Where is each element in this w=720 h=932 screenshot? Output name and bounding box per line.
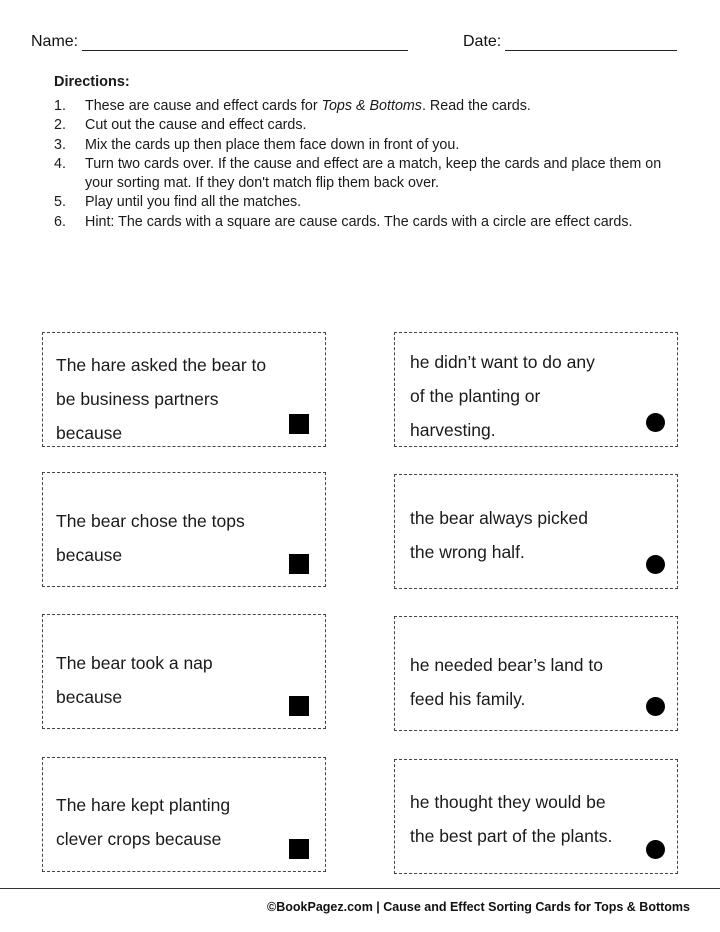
name-label: Name: [31,33,79,50]
circle-icon [646,555,665,574]
card-text [410,345,667,447]
direction-text: Mix the cards up then place them face down in front of you. [85,136,460,153]
direction-item [54,155,674,194]
name-field[interactable] [31,33,408,51]
direction-text-part: . Read the cards. [421,98,531,114]
card-line: he thought they would be [410,792,606,812]
direction-item [54,193,674,212]
square-icon [289,414,309,434]
card-line: he didn’t want to do any [410,352,595,372]
directions [54,74,674,232]
direction-number: 6. [54,213,66,230]
card-text [410,785,667,853]
card-text [56,348,315,450]
footer-credit: ©BookPagez.com | Cause and Effect Sorting Cards for Tops & Bottoms [267,900,690,914]
card-line: be business partners [56,389,219,409]
effect-card[interactable] [394,332,678,447]
cause-card[interactable] [42,757,326,872]
card-line: the wrong half. [410,542,525,562]
card-line: harvesting. [410,420,496,440]
date-label: Date: [463,33,502,50]
effect-card[interactable] [394,616,678,731]
direction-text-part: These are cause and effect cards for [85,98,322,114]
direction-number: 4. [54,155,66,172]
effect-card[interactable] [394,474,678,589]
cause-card[interactable] [42,332,326,447]
date-line[interactable] [505,35,677,51]
direction-text: Hint: The cards with a square are cause cards. The cards with a circle are effect cards. [85,213,633,230]
circle-icon [646,697,665,716]
card-line: The bear chose the tops [56,511,245,531]
card-line: because [56,423,123,443]
direction-item [54,136,674,155]
card-text [56,646,315,714]
card-text [56,504,315,572]
card-line: of the planting or [410,386,541,406]
direction-number: 3. [54,136,66,153]
circle-icon [646,413,665,432]
date-field[interactable] [463,33,677,51]
card-text [56,788,315,856]
directions-heading: Directions: [54,74,130,90]
direction-text: Turn two cards over. If the cause and effect are a match, keep the cards and place them on your sorting mat. If they don't match flip them back over. [85,155,662,192]
direction-text: Cut out the cause and effect cards. [85,117,307,134]
circle-icon [646,840,665,859]
directions-list [54,97,674,232]
card-line: the best part of the plants. [410,826,613,846]
cause-card[interactable] [42,472,326,587]
card-text [410,501,667,569]
card-line: the bear always picked [410,508,589,528]
card-line: The hare kept planting [56,795,231,815]
square-icon [289,696,309,716]
square-icon [289,554,309,574]
cause-card[interactable] [42,614,326,729]
direction-item [54,213,674,232]
card-line: he needed bear’s land to [410,655,603,675]
book-title: Tops & Bottoms [321,98,422,114]
direction-number: 2. [54,117,66,134]
direction-text [85,97,674,116]
card-line: The bear took a nap [56,653,213,673]
direction-item [54,116,674,135]
direction-text: Play until you find all the matches. [85,194,302,211]
card-line: because [56,687,123,707]
direction-number: 1. [54,98,66,114]
card-line: clever crops because [56,829,222,849]
effect-card[interactable] [394,759,678,874]
name-line[interactable] [82,35,408,51]
footer-divider [0,888,720,889]
direction-item [54,97,674,116]
card-line: because [56,545,123,565]
card-line: feed his family. [410,689,526,709]
card-text [410,648,667,716]
card-line: The hare asked the bear to [56,355,267,375]
square-icon [289,839,309,859]
direction-number: 5. [54,194,66,211]
